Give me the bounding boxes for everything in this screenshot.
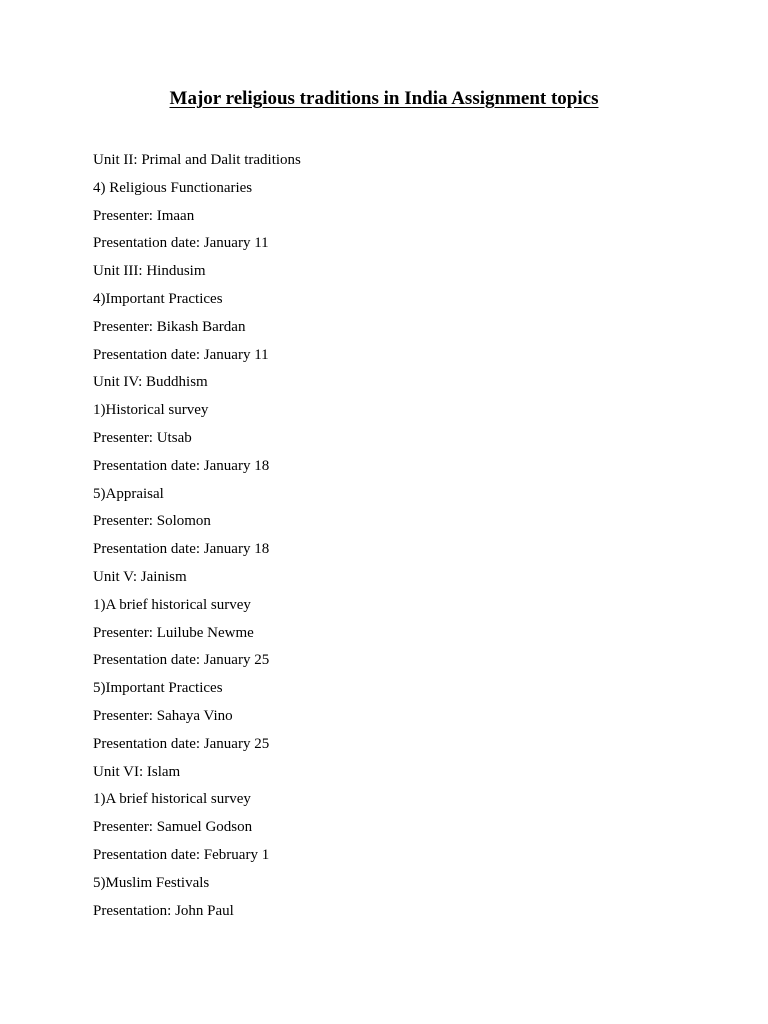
document-line: Presenter: Imaan <box>93 207 195 224</box>
document-line: 4)Important Practices <box>93 290 223 307</box>
document-line: Presentation date: January 25 <box>93 652 270 669</box>
document-line: Presenter: Luilube Newme <box>93 624 254 641</box>
document-title: Major religious traditions in India Assignment topics <box>169 88 599 109</box>
document-line: Presentation date: January 11 <box>93 346 269 363</box>
document-line: 5)Muslim Festivals <box>93 874 210 891</box>
document-line: 5)Important Practices <box>93 680 223 697</box>
document-lines <box>93 147 301 925</box>
document-line: Unit II: Primal and Dalit traditions <box>93 152 301 168</box>
document-line: 1)A brief historical survey <box>93 791 251 808</box>
document-line: 1)Historical survey <box>93 402 209 419</box>
document-line: 5)Appraisal <box>93 485 164 502</box>
document-line: Presentation date: January 11 <box>93 235 269 252</box>
document-line: Presentation date: January 18 <box>93 541 270 558</box>
document-line: Presenter: Utsab <box>93 429 192 446</box>
document-line: Presenter: Bikash Bardan <box>93 318 246 335</box>
document-line: Presentation date: January 18 <box>93 457 270 474</box>
document-line: Unit VI: Islam <box>93 763 181 780</box>
document-line: 1)A brief historical survey <box>93 596 251 613</box>
document-line: Presentation: John Paul <box>93 902 234 919</box>
document-line: Presenter: Sahaya Vino <box>93 707 233 724</box>
document-line: Unit IV: Buddhism <box>93 374 208 391</box>
document-line: Presenter: Samuel Godson <box>93 819 253 836</box>
document-line: Unit III: Hindusim <box>93 263 206 280</box>
document-line: Presentation date: January 25 <box>93 735 270 752</box>
document-line: 4) Religious Functionaries <box>93 179 253 196</box>
document-line: Presenter: Solomon <box>93 513 211 530</box>
document-line: Unit V: Jainism <box>93 568 187 585</box>
document-line: Presentation date: February 1 <box>93 846 270 863</box>
